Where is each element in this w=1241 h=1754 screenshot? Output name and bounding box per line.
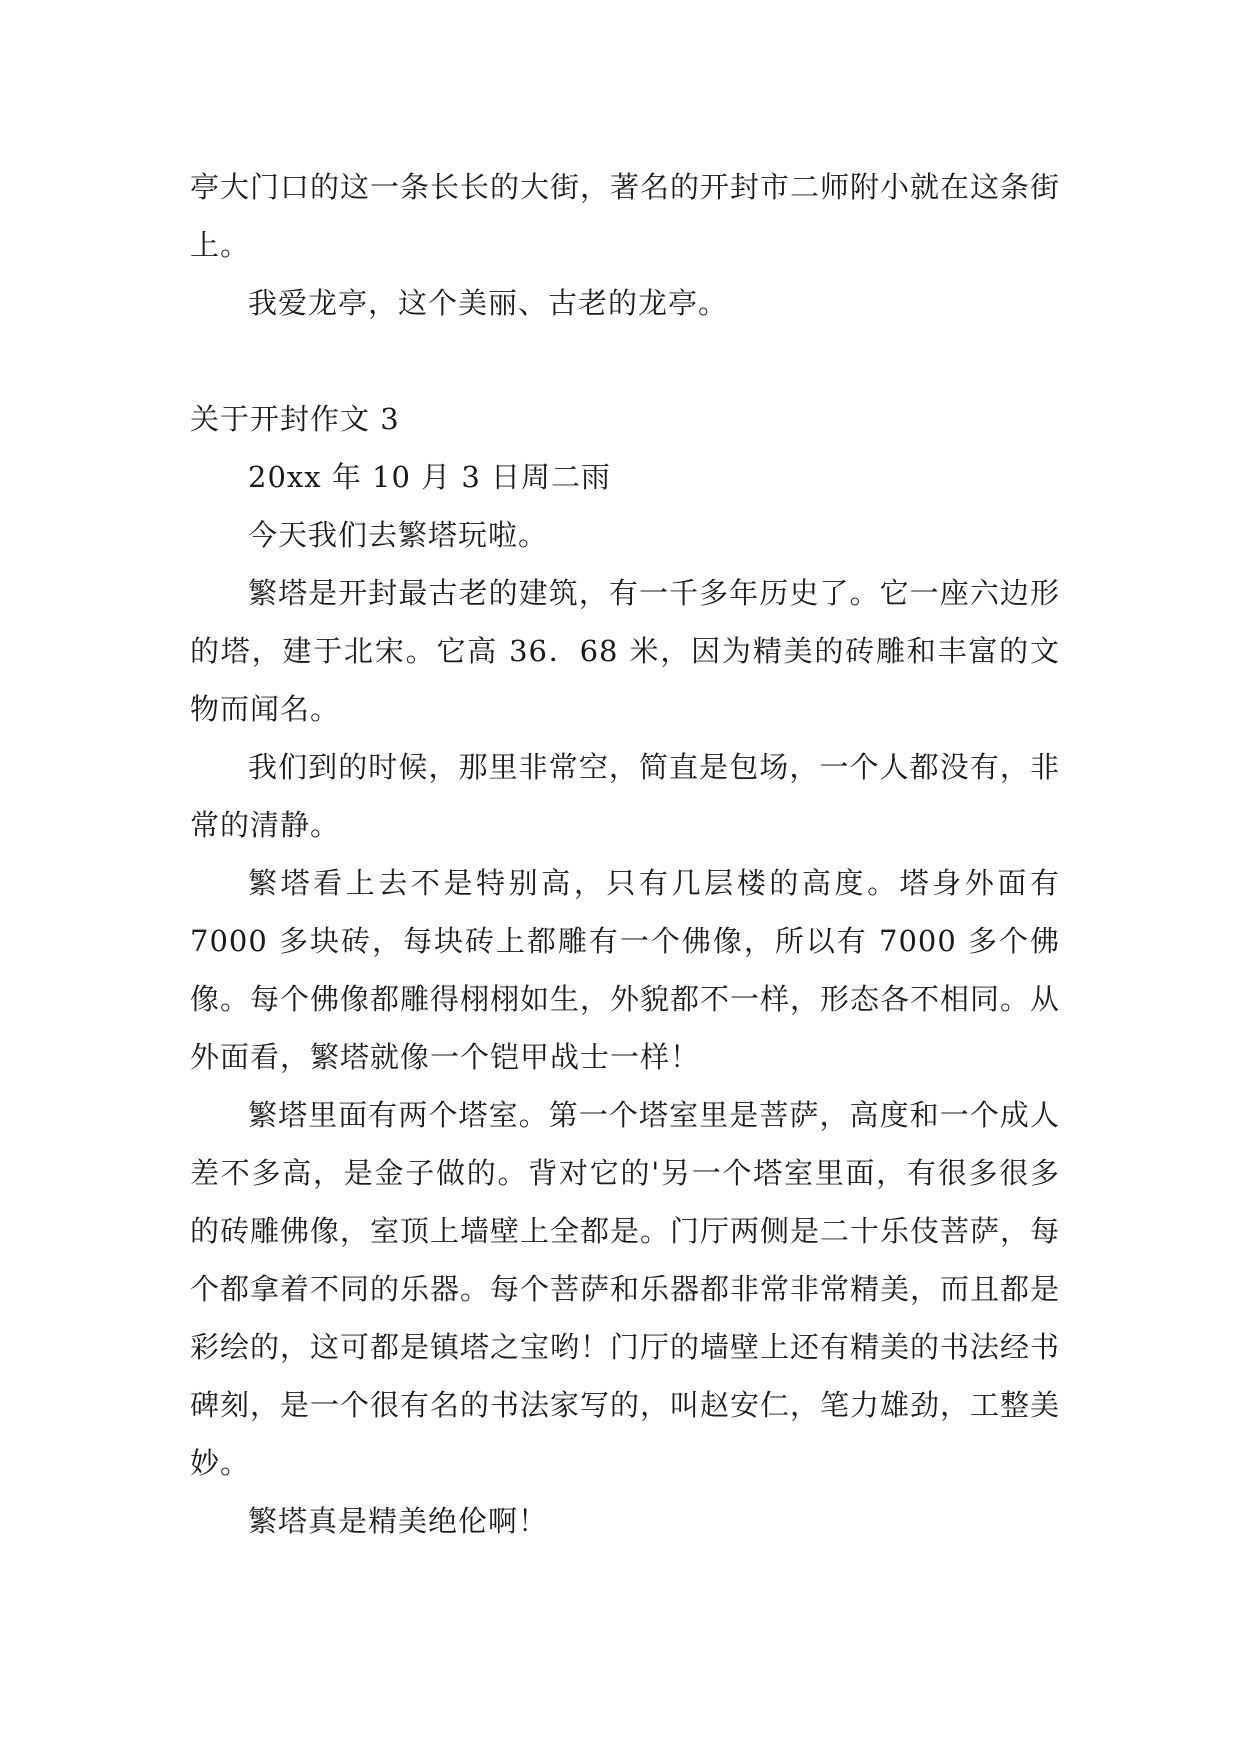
section-gap xyxy=(190,332,1060,390)
paragraph: 繁塔是开封最古老的建筑，有一千多年历史了。它一座六边形的塔，建于北宋。它高 36．68 米，因为精美的砖雕和丰富的文物而闻名。 xyxy=(190,576,1060,726)
previous-essay-closing: 我爱龙亭，这个美丽、古老的龙亭。 xyxy=(248,286,729,320)
paragraph: 繁塔看上去不是特别高，只有几层楼的高度。塔身外面有 7000 多块砖，每块砖上都雕有一个佛像，所以有 7000 多个佛像。每个佛像都雕得栩栩如生，外貌都不一样，形态各不相同。从外面看，繁塔就像一个铠甲战士一样！ xyxy=(190,866,1061,1074)
previous-essay-tail: 亭大门口的这一条长长的大街，著名的开封市二师附小就在这条街上。 xyxy=(190,170,1061,262)
section-title: 关于开封作文 3 xyxy=(190,402,400,436)
document-page xyxy=(190,158,1060,1550)
paragraph: 今天我们去繁塔玩啦。 xyxy=(248,518,549,552)
paragraph: 繁塔里面有两个塔室。第一个塔室里是菩萨，高度和一个成人差不多高，是金子做的。背对它的'另一个塔室里面，有很多很多的砖雕佛像，室顶上墙壁上全都是。门厅两侧是二十乐伎菩萨，每个都拿着不同的乐器。每个菩萨和乐器都非常非常精美，而且都是彩绘的，这可都是镇塔之宝哟！门厅的墙壁上还有精美的书法经书碑刻，是一个很有名的书法家写的，叫赵安仁，笔力雄劲，工整美妙。 xyxy=(190,1098,1061,1480)
date-line: 20xx 年 10 月 3 日周二雨 xyxy=(248,460,612,494)
paragraph: 我们到的时候，那里非常空，简直是包场，一个人都没有，非常的清静。 xyxy=(190,750,1060,842)
paragraph: 繁塔真是精美绝伦啊！ xyxy=(248,1504,549,1538)
